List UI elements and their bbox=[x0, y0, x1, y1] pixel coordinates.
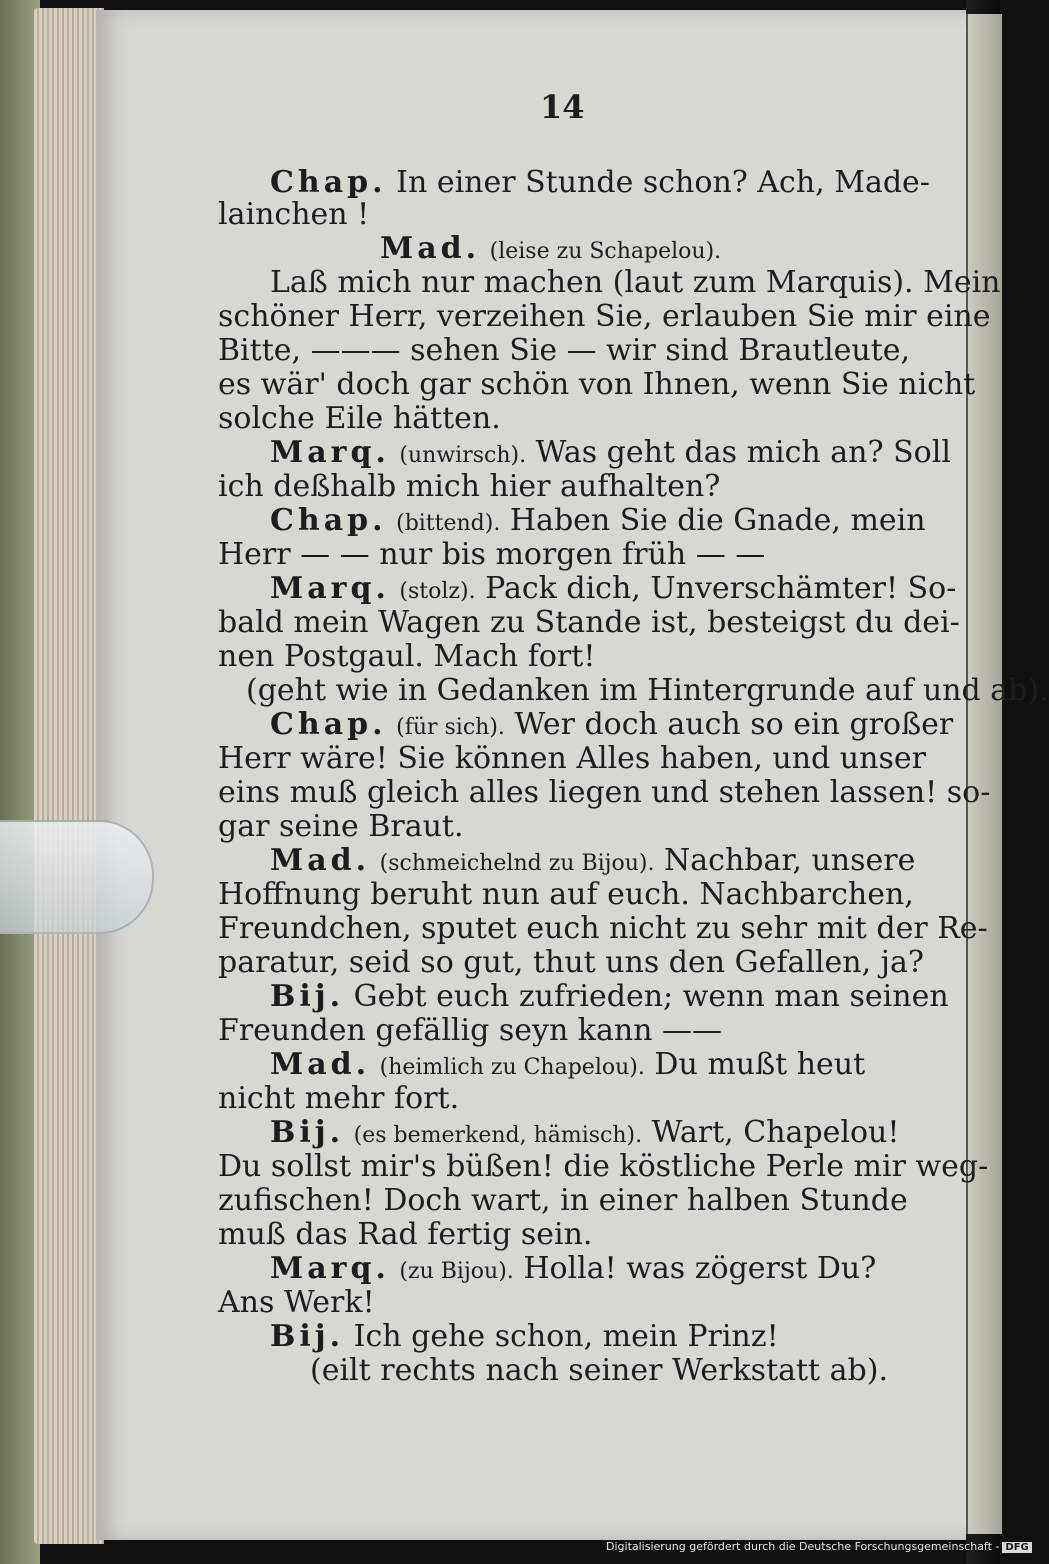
stage-direction: (leise zu Schapelou). bbox=[489, 239, 722, 264]
page-number: 14 bbox=[540, 88, 585, 126]
text-line bbox=[218, 1218, 904, 1255]
stage-direction: (bittend). bbox=[396, 511, 501, 536]
stage-direction: (unwirsch). bbox=[399, 443, 527, 468]
text-line bbox=[218, 402, 904, 439]
text-line bbox=[380, 232, 904, 269]
speaker-name: Mad. bbox=[270, 1047, 371, 1082]
text-line bbox=[218, 470, 904, 507]
line-text: Wer doch auch so ein großer bbox=[514, 707, 954, 742]
line-text: gar seine Braut. bbox=[218, 809, 464, 844]
line-text: eins muß gleich alles liegen und stehen lassen! so- bbox=[218, 775, 991, 810]
line-text: Ans Werk! bbox=[218, 1285, 375, 1320]
stage-direction: (heimlich zu Chapelou). bbox=[379, 1055, 645, 1080]
line-text: nicht mehr fort. bbox=[218, 1081, 460, 1116]
line-text: Hoffnung beruht nun auf euch. Nachbarchen, bbox=[218, 877, 914, 912]
line-text: ich deßhalb mich hier aufhalten? bbox=[218, 469, 721, 504]
line-text: solche Eile hätten. bbox=[218, 401, 501, 436]
text-line bbox=[218, 741, 926, 779]
text-line bbox=[218, 605, 960, 643]
line-text: lainchen ! bbox=[218, 197, 370, 232]
stage-direction: (zu Bijou). bbox=[399, 1259, 514, 1284]
line-text: Du mußt heut bbox=[654, 1047, 866, 1082]
text-line bbox=[218, 1082, 904, 1119]
speaker-name: Chap. bbox=[270, 503, 387, 538]
speaker-name: Bij. bbox=[270, 979, 345, 1014]
text-line bbox=[218, 198, 904, 235]
page-stack-edges bbox=[34, 8, 104, 1544]
line-text: Wart, Chapelou! bbox=[651, 1115, 900, 1150]
text-line bbox=[270, 571, 957, 609]
text-line bbox=[218, 877, 914, 915]
text-line bbox=[218, 367, 976, 405]
line-text: Was geht das mich an? Soll bbox=[535, 435, 951, 470]
line-text: (eilt rechts nach seiner Werkstatt ab). bbox=[310, 1353, 888, 1388]
text-line bbox=[218, 945, 924, 983]
line-text: muß das Rad fertig sein. bbox=[218, 1217, 593, 1252]
text-line bbox=[218, 1149, 989, 1187]
speaker-name: Bij. bbox=[270, 1115, 345, 1150]
line-text: Nachbar, unsere bbox=[664, 843, 916, 878]
speaker-name: Mad. bbox=[380, 231, 481, 266]
text-line bbox=[218, 1286, 904, 1323]
text-line bbox=[270, 979, 949, 1017]
line-text: Pack dich, Unverschämter! So- bbox=[485, 571, 957, 606]
line-text: Holla! was zögerst Du? bbox=[523, 1251, 877, 1286]
stage-direction: (es bemerkend, hämisch). bbox=[353, 1123, 643, 1148]
line-text: Gebt euch zufrieden; wenn man seinen bbox=[353, 979, 949, 1014]
speaker-name: Marq. bbox=[270, 435, 390, 470]
text-line bbox=[270, 1252, 904, 1289]
facing-page-edge bbox=[966, 14, 1002, 1534]
text-line bbox=[270, 265, 1001, 303]
line-text: Ich gehe schon, mein Prinz! bbox=[353, 1319, 779, 1354]
line-text: bald mein Wagen zu Stande ist, besteigst du dei- bbox=[218, 605, 960, 640]
line-text: In einer Stunde schon? Ach, Made- bbox=[396, 165, 930, 200]
speaker-name: Marq. bbox=[270, 1251, 390, 1286]
speaker-name: Chap. bbox=[270, 707, 387, 742]
stage-direction: (schmeichelnd zu Bijou). bbox=[379, 851, 655, 876]
line-text: nen Postgaul. Mach fort! bbox=[218, 639, 596, 674]
line-text: Bitte, ——— sehen Sie — wir sind Brautleute, bbox=[218, 333, 911, 368]
line-text: Herr wäre! Sie können Alles haben, und unser bbox=[218, 741, 926, 776]
line-text: Haben Sie die Gnade, mein bbox=[509, 503, 926, 538]
stage-direction: (für sich). bbox=[396, 715, 505, 740]
line-text: zufischen! Doch wart, in einer halben Stunde bbox=[218, 1183, 908, 1218]
text-line bbox=[270, 707, 954, 745]
text-line bbox=[218, 538, 904, 575]
speaker-name: Mad. bbox=[270, 843, 371, 878]
line-text: Freundchen, sputet euch nicht zu sehr mit der Re- bbox=[218, 911, 988, 946]
text-line bbox=[218, 640, 904, 677]
text-line bbox=[270, 1320, 904, 1357]
speaker-name: Bij. bbox=[270, 1319, 345, 1354]
dfg-logo: DFG bbox=[1002, 1542, 1031, 1553]
text-line bbox=[218, 333, 911, 371]
text-line bbox=[270, 503, 926, 541]
digitization-footer bbox=[606, 1540, 1029, 1560]
text-line bbox=[310, 1354, 904, 1391]
text-line bbox=[270, 843, 916, 881]
speaker-name: Marq. bbox=[270, 571, 390, 606]
text-line bbox=[246, 673, 1049, 711]
footer-text: Digitalisierung gefördert durch die Deutsche Forschungsgemeinschaft - bbox=[606, 1540, 1000, 1553]
text-line bbox=[218, 1014, 904, 1051]
line-text: es wär' doch gar schön von Ihnen, wenn Sie nicht bbox=[218, 367, 976, 402]
line-text: paratur, seid so gut, thut uns den Gefallen, ja? bbox=[218, 945, 924, 980]
text-line bbox=[270, 1116, 904, 1153]
text-line bbox=[218, 775, 991, 813]
text-line bbox=[218, 810, 904, 847]
text-line bbox=[270, 435, 951, 473]
line-text: (geht wie in Gedanken im Hintergrunde auf und ab). bbox=[246, 673, 1049, 708]
stage-direction: (stolz). bbox=[399, 579, 476, 604]
text-line bbox=[218, 299, 991, 337]
glass-page-clip bbox=[0, 820, 154, 934]
line-text: Laß mich nur machen (laut zum Marquis). Mein bbox=[270, 265, 1001, 300]
text-line bbox=[270, 1048, 904, 1085]
line-text: Freunden gefällig seyn kann —— bbox=[218, 1013, 723, 1048]
line-text: Du sollst mir's büßen! die köstliche Perle mir weg- bbox=[218, 1149, 989, 1184]
line-text: schöner Herr, verzeihen Sie, erlauben Sie mir eine bbox=[218, 299, 991, 334]
line-text: Herr — — nur bis morgen früh — — bbox=[218, 537, 766, 572]
text-line bbox=[218, 911, 988, 949]
text-line bbox=[218, 1183, 908, 1221]
speaker-name: Chap. bbox=[270, 165, 387, 200]
